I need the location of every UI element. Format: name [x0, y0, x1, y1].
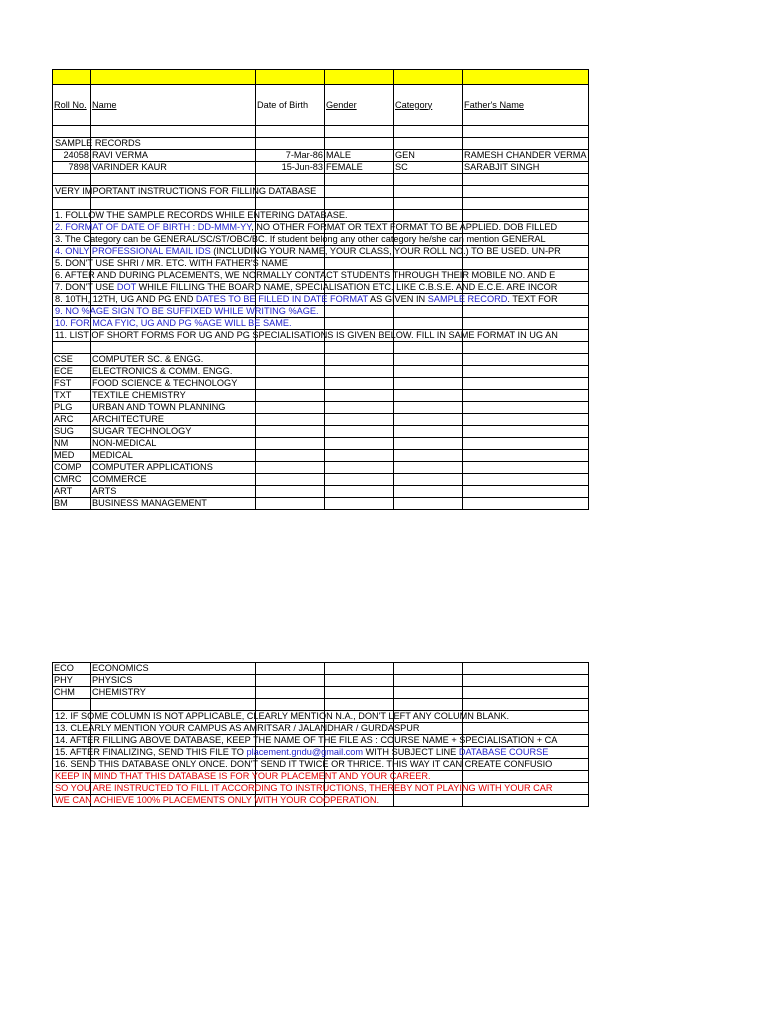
- instruction-row: [53, 330, 589, 342]
- instruction-row: [53, 306, 589, 318]
- cell[interactable]: [53, 342, 91, 354]
- instruction-row-text: [55, 270, 555, 281]
- cell[interactable]: [394, 486, 463, 498]
- sample-gender[interactable]: FEMALE: [325, 162, 394, 174]
- cell[interactable]: [394, 126, 463, 138]
- short-form-code[interactable]: ART: [53, 486, 91, 498]
- instruction-row-text: [55, 723, 420, 734]
- cell[interactable]: [91, 126, 256, 138]
- sample-record-row: [53, 162, 589, 174]
- cell[interactable]: [394, 366, 463, 378]
- cell[interactable]: [394, 174, 463, 186]
- cell[interactable]: [325, 354, 394, 366]
- short-form-desc[interactable]: SUGAR TECHNOLOGY: [91, 426, 256, 438]
- cell[interactable]: [256, 342, 325, 354]
- cell[interactable]: [463, 174, 589, 186]
- text-run: 3. The Category can be GENERAL/SC/ST/OBC/BC. If student belong any other category he/she can mention GENERAL: [55, 234, 546, 244]
- cell[interactable]: [394, 210, 463, 222]
- text-run: 6. AFTER AND DURING PLACEMENTS, WE NORMALLY CONTACT STUDENTS THROUGH THEIR MOBILE NO. AND E: [55, 270, 556, 280]
- cell[interactable]: [256, 675, 325, 687]
- instruction-row: [53, 246, 589, 258]
- cell[interactable]: [325, 486, 394, 498]
- cell[interactable]: [256, 474, 325, 486]
- cell[interactable]: [463, 414, 589, 426]
- short-form-code[interactable]: BM: [53, 498, 91, 510]
- cell[interactable]: [256, 687, 325, 699]
- cell[interactable]: [325, 462, 394, 474]
- cell[interactable]: [53, 258, 288, 270]
- instruction-row: [53, 771, 589, 783]
- cell[interactable]: [325, 138, 394, 150]
- text-run: 10. FOR MCA FYIC, UG AND PG %AGE WILL BE SAME.: [55, 318, 292, 328]
- cell[interactable]: [394, 795, 463, 807]
- cell[interactable]: [463, 426, 589, 438]
- cell[interactable]: [394, 426, 463, 438]
- short-form-row: [53, 402, 589, 414]
- text-run: SAMPLE RECORD: [427, 294, 508, 304]
- instruction-row: [53, 210, 589, 222]
- cell[interactable]: [463, 186, 589, 198]
- text-run: , NO OTHER FORMAT OR TEXT FORMAT TO BE APPLIED. DOB FILLED: [251, 222, 558, 232]
- sample-roll[interactable]: 24058: [53, 150, 91, 162]
- sample-record-row: [53, 150, 589, 162]
- instruction-row-text: [55, 294, 558, 305]
- cell[interactable]: [91, 174, 256, 186]
- text-run: 16. SEND THIS DATABASE ONLY ONCE. DON'T SEND IT TWICE OR THRICE. THIS WAY IT CAN CREATE CONFUSIO: [55, 759, 553, 769]
- cell[interactable]: [91, 342, 256, 354]
- cell[interactable]: [394, 198, 463, 210]
- cell[interactable]: [463, 378, 589, 390]
- cell[interactable]: [53, 711, 510, 723]
- short-form-row: [53, 426, 589, 438]
- short-form-code[interactable]: MED: [53, 450, 91, 462]
- cell[interactable]: [53, 306, 319, 318]
- text-run: 12. IF SOME COLUMN IS NOT APPLICABLE, CLEARLY MENTION N.A., DON'T LEFT ANY COLUMN BLANK.: [55, 711, 510, 721]
- text-run: 13. CLEARLY MENTION YOUR CAMPUS AS AMRITSAR / JALANDHAR / GURDASPUR: [55, 723, 420, 733]
- instruction-row-text: [55, 222, 557, 233]
- cell[interactable]: [463, 306, 589, 318]
- cell[interactable]: [53, 330, 558, 342]
- cell[interactable]: [256, 426, 325, 438]
- header-roll[interactable]: Roll No.: [53, 85, 91, 126]
- cell[interactable]: [394, 390, 463, 402]
- short-form-row: [53, 366, 589, 378]
- cell[interactable]: [463, 198, 589, 210]
- database-sheet-bottom: [52, 662, 589, 807]
- instruction-row-text: [55, 210, 348, 221]
- short-form-code[interactable]: CHM: [53, 687, 91, 699]
- instruction-row-text: [55, 318, 292, 329]
- instructions-title: [53, 186, 589, 198]
- cell[interactable]: [463, 699, 589, 711]
- cell[interactable]: [394, 354, 463, 366]
- short-form-desc[interactable]: PHYSICS: [91, 675, 256, 687]
- cell[interactable]: [394, 498, 463, 510]
- cell[interactable]: [91, 198, 256, 210]
- cell[interactable]: [256, 450, 325, 462]
- cell[interactable]: [463, 486, 589, 498]
- cell[interactable]: [463, 498, 589, 510]
- short-form-desc[interactable]: ARTS: [91, 486, 256, 498]
- short-form-row: [53, 378, 589, 390]
- short-form-row: [53, 486, 589, 498]
- short-form-desc[interactable]: ECONOMICS: [91, 663, 256, 675]
- empty-row: [53, 699, 589, 711]
- sample-records-label: [53, 138, 589, 150]
- cell[interactable]: [256, 126, 325, 138]
- cell[interactable]: [53, 282, 558, 294]
- cell[interactable]: [325, 450, 394, 462]
- cell[interactable]: [53, 771, 431, 783]
- short-form-code[interactable]: SUG: [53, 426, 91, 438]
- cell[interactable]: [325, 198, 394, 210]
- cell[interactable]: [463, 438, 589, 450]
- short-form-row: [53, 390, 589, 402]
- cell[interactable]: [463, 342, 589, 354]
- text-run: DATES TO BE FILLED IN DATE FORMAT: [195, 294, 368, 304]
- text-run: 2. FORMAT OF DATE OF BIRTH : DD-MMM-YY: [55, 222, 252, 232]
- text-run: 15. AFTER FINALIZING, SEND THIS FILE TO: [55, 747, 247, 757]
- cell[interactable]: [394, 663, 463, 675]
- sample-father[interactable]: RAMESH CHANDER VERMA: [464, 150, 587, 160]
- short-form-row: [53, 675, 589, 687]
- cell[interactable]: [53, 174, 91, 186]
- instruction-row: [53, 795, 589, 807]
- cell[interactable]: [256, 438, 325, 450]
- cell[interactable]: [394, 414, 463, 426]
- instruction-row-text: [55, 783, 553, 794]
- cell[interactable]: [53, 126, 91, 138]
- instruction-row: [53, 258, 589, 270]
- short-form-code[interactable]: COMP: [53, 462, 91, 474]
- short-form-row: [53, 462, 589, 474]
- instruction-row-text: [55, 795, 379, 806]
- cell[interactable]: [325, 474, 394, 486]
- cell[interactable]: [463, 462, 589, 474]
- cell[interactable]: [53, 735, 558, 747]
- text-run: 8. 10TH, 12TH, UG AND PG END: [55, 294, 196, 304]
- short-form-code[interactable]: NM: [53, 438, 91, 450]
- text-run: WE CAN ACHIEVE 100% PLACEMENTS ONLY WITH YOUR COOPERATION.: [55, 795, 380, 805]
- cell[interactable]: [256, 378, 325, 390]
- cell[interactable]: [256, 663, 325, 675]
- cell[interactable]: [91, 699, 256, 711]
- short-form-desc[interactable]: MEDICAL: [91, 450, 256, 462]
- cell[interactable]: [463, 687, 589, 699]
- text-run: 1. FOLLOW THE SAMPLE RECORDS WHILE ENTERING DATABASE.: [55, 210, 348, 220]
- short-form-desc[interactable]: BUSINESS MANAGEMENT: [91, 498, 256, 510]
- sample-name[interactable]: VARINDER KAUR: [91, 162, 256, 174]
- cell[interactable]: [325, 306, 394, 318]
- short-form-code[interactable]: PHY: [53, 675, 91, 687]
- cell[interactable]: [394, 186, 463, 198]
- cell[interactable]: [53, 699, 91, 711]
- cell[interactable]: [53, 747, 549, 759]
- cell[interactable]: [325, 414, 394, 426]
- instruction-row: [53, 222, 589, 234]
- text-run: DOT: [116, 282, 137, 292]
- cell[interactable]: [394, 378, 463, 390]
- header-category[interactable]: Category: [394, 85, 463, 126]
- cell[interactable]: [463, 474, 589, 486]
- short-form-code[interactable]: ARC: [53, 414, 91, 426]
- instruction-row: [53, 318, 589, 330]
- cell[interactable]: [53, 759, 553, 771]
- cell[interactable]: [325, 186, 394, 198]
- text-run: . TEXT FOR: [507, 294, 558, 304]
- cell[interactable]: [53, 186, 317, 198]
- short-form-row: [53, 354, 589, 366]
- cell[interactable]: [463, 126, 589, 138]
- short-form-desc[interactable]: CHEMISTRY: [91, 687, 256, 699]
- cell[interactable]: [325, 318, 394, 330]
- header-father[interactable]: Father's Name: [463, 85, 589, 126]
- instruction-row-text: [55, 258, 288, 269]
- text-run: DATABASE COURSE: [458, 747, 549, 757]
- text-run: placement.gndu@gmail.com: [246, 747, 364, 757]
- short-form-desc[interactable]: COMPUTER APPLICATIONS: [91, 462, 256, 474]
- cell[interactable]: [325, 438, 394, 450]
- cell[interactable]: [325, 366, 394, 378]
- instruction-row-text: [55, 330, 558, 341]
- short-form-row: [53, 414, 589, 426]
- cell[interactable]: [394, 138, 463, 150]
- empty-row: [53, 174, 589, 186]
- cell[interactable]: [256, 486, 325, 498]
- instruction-row-text: [55, 759, 552, 770]
- cell[interactable]: [394, 450, 463, 462]
- cell[interactable]: [463, 258, 589, 270]
- cell[interactable]: [256, 198, 325, 210]
- cell[interactable]: [463, 450, 589, 462]
- header-gender[interactable]: Gender: [325, 85, 394, 126]
- short-form-code[interactable]: TXT: [53, 390, 91, 402]
- instruction-row-text: [55, 282, 557, 293]
- cell[interactable]: [463, 771, 589, 783]
- text-run: AS GIVEN IN: [367, 294, 428, 304]
- short-form-row: [53, 663, 589, 675]
- instruction-row: [53, 735, 589, 747]
- cell[interactable]: [53, 198, 91, 210]
- instruction-row-text: [55, 747, 548, 758]
- short-form-desc[interactable]: NON-MEDICAL: [91, 438, 256, 450]
- text-run: 5. DON'T USE SHRI / MR. ETC. WITH FATHER'S NAME: [55, 258, 288, 268]
- cell[interactable]: [325, 342, 394, 354]
- cell[interactable]: [53, 138, 141, 150]
- instructions-title-text: VERY IMPORTANT INSTRUCTIONS FOR FILLING DATABASE: [55, 186, 317, 196]
- instruction-row: [53, 747, 589, 759]
- text-run: WITH SUBJECT LINE: [363, 747, 459, 757]
- cell[interactable]: [463, 354, 589, 366]
- text-run: 7. DON'T USE: [55, 282, 117, 292]
- short-form-code[interactable]: ECE: [53, 366, 91, 378]
- text-run: KEEP IN MIND THAT THIS DATABASE IS FOR YOUR PLACEMENT AND YOUR CAREER.: [55, 771, 431, 781]
- cell[interactable]: [53, 795, 380, 807]
- short-form-desc[interactable]: COMPUTER SC. & ENGG.: [91, 354, 256, 366]
- cell[interactable]: [325, 126, 394, 138]
- cell[interactable]: [256, 354, 325, 366]
- short-form-row: [53, 474, 589, 486]
- sample-roll[interactable]: 7898: [53, 162, 91, 174]
- empty-row: [53, 126, 589, 138]
- short-form-desc[interactable]: ARCHITECTURE: [91, 414, 256, 426]
- short-form-row: [53, 450, 589, 462]
- cell[interactable]: [53, 294, 558, 306]
- cell[interactable]: [256, 699, 325, 711]
- cell[interactable]: [463, 366, 589, 378]
- text-run: 11. LIST OF SHORT FORMS FOR UG AND PG SPECIALISATIONS IS GIVEN BELOW. FILL IN SAME FORMAT IN UG AN: [55, 330, 558, 340]
- cell[interactable]: [463, 318, 589, 330]
- sample-records-label-text: SAMPLE RECORDS: [55, 138, 141, 148]
- short-form-desc[interactable]: ELECTRONICS & COMM. ENGG.: [91, 366, 256, 378]
- cell[interactable]: [256, 390, 325, 402]
- instruction-row-text: [55, 234, 546, 245]
- short-form-row: [53, 498, 589, 510]
- instruction-row-text: [55, 246, 561, 257]
- cell[interactable]: [394, 402, 463, 414]
- sample-category[interactable]: GEN: [394, 150, 463, 162]
- instruction-row: [53, 759, 589, 771]
- instruction-row-text: [55, 306, 319, 317]
- short-form-code[interactable]: ECO: [53, 663, 91, 675]
- short-form-code[interactable]: CSE: [53, 354, 91, 366]
- header-dob[interactable]: Date of Birth: [256, 85, 325, 126]
- cell[interactable]: [256, 174, 325, 186]
- cell[interactable]: [256, 402, 325, 414]
- header-name[interactable]: Name: [91, 85, 256, 126]
- text-run: WHILE FILLING THE BOARD NAME, SPECIALISATION ETC. LIKE C.B.S.E. AND E.C.E. ARE INCOR: [136, 282, 558, 292]
- cell[interactable]: [256, 462, 325, 474]
- header-row: [53, 85, 589, 126]
- cell[interactable]: [394, 438, 463, 450]
- text-run: 4. ONLY PROFESSIONAL EMAIL IDS: [55, 246, 211, 256]
- cell[interactable]: [463, 390, 589, 402]
- cell[interactable]: [394, 675, 463, 687]
- cell[interactable]: [463, 402, 589, 414]
- instruction-row: [53, 282, 589, 294]
- cell[interactable]: [394, 342, 463, 354]
- cell[interactable]: [463, 138, 589, 150]
- short-form-desc[interactable]: URBAN AND TOWN PLANNING: [91, 402, 256, 414]
- cell[interactable]: [394, 474, 463, 486]
- cell[interactable]: [325, 663, 394, 675]
- short-form-desc[interactable]: FOOD SCIENCE & TECHNOLOGY: [91, 378, 256, 390]
- cell[interactable]: [325, 687, 394, 699]
- cell[interactable]: [394, 687, 463, 699]
- short-form-row: [53, 687, 589, 699]
- instruction-row: [53, 270, 589, 282]
- cell[interactable]: [325, 390, 394, 402]
- cell[interactable]: [463, 675, 589, 687]
- empty-row: [53, 342, 589, 354]
- cell[interactable]: [53, 222, 558, 234]
- cell[interactable]: [256, 138, 325, 150]
- instruction-row: [53, 294, 589, 306]
- cell[interactable]: [463, 210, 589, 222]
- cell[interactable]: [325, 258, 394, 270]
- short-form-desc[interactable]: TEXTILE CHEMISTRY: [91, 390, 256, 402]
- instruction-row: [53, 723, 589, 735]
- database-sheet-top: [52, 69, 589, 510]
- cell[interactable]: [53, 783, 553, 795]
- cell[interactable]: [394, 306, 463, 318]
- cell[interactable]: [53, 318, 292, 330]
- short-form-code[interactable]: FST: [53, 378, 91, 390]
- cell[interactable]: [256, 366, 325, 378]
- text-run: 14. AFTER FILLING ABOVE DATABASE, KEEP THE NAME OF THE FILE AS : COURSE NAME + SPECIALISATION + CA: [55, 735, 558, 745]
- instruction-row-text: [55, 711, 509, 722]
- cell[interactable]: [256, 414, 325, 426]
- cell[interactable]: [463, 723, 589, 735]
- text-run: SO YOU ARE INSTRUCTED TO FILL IT ACCORDING TO INSTRUCTIONS, THEREBY NOT PLAYING WITH YOUR CAR: [55, 783, 553, 793]
- cell[interactable]: [463, 795, 589, 807]
- sample-dob[interactable]: 7-Mar-86: [256, 150, 325, 162]
- cell[interactable]: [325, 426, 394, 438]
- cell[interactable]: [325, 402, 394, 414]
- cell[interactable]: [394, 258, 463, 270]
- cell[interactable]: [53, 234, 546, 246]
- cell[interactable]: [53, 246, 561, 258]
- short-form-desc[interactable]: COMMERCE: [91, 474, 256, 486]
- sample-dob[interactable]: 15-Jun-83: [256, 162, 325, 174]
- text-run: 9. NO %AGE SIGN TO BE SUFFIXED WHILE WRITING %AGE.: [55, 306, 319, 316]
- sample-gender[interactable]: MALE: [325, 150, 394, 162]
- instruction-row: [53, 711, 589, 723]
- instruction-row: [53, 234, 589, 246]
- instruction-row-text: [55, 771, 431, 782]
- cell[interactable]: [394, 462, 463, 474]
- short-form-code[interactable]: CMRC: [53, 474, 91, 486]
- empty-row: [53, 198, 589, 210]
- cell[interactable]: [394, 318, 463, 330]
- instruction-row: [53, 783, 589, 795]
- sample-father[interactable]: SARABJIT SINGH: [463, 162, 589, 174]
- cell[interactable]: [325, 498, 394, 510]
- text-run: (INCLUDING YOUR NAME, YOUR CLASS, YOUR ROLL NO.) TO BE USED. UN-PR: [210, 246, 561, 256]
- instruction-row-text: [55, 735, 557, 746]
- cell[interactable]: [53, 723, 420, 735]
- sample-name[interactable]: RAVI VERMA: [91, 150, 256, 162]
- cell[interactable]: [325, 378, 394, 390]
- cell[interactable]: [325, 699, 394, 711]
- cell[interactable]: [325, 174, 394, 186]
- sample-category[interactable]: SC: [394, 162, 463, 174]
- cell[interactable]: [53, 270, 556, 282]
- cell[interactable]: [256, 498, 325, 510]
- yellow-title-row: [53, 70, 589, 85]
- cell[interactable]: [394, 699, 463, 711]
- short-form-code[interactable]: PLG: [53, 402, 91, 414]
- cell[interactable]: [463, 663, 589, 675]
- cell[interactable]: [325, 675, 394, 687]
- cell[interactable]: [53, 210, 348, 222]
- short-form-row: [53, 438, 589, 450]
